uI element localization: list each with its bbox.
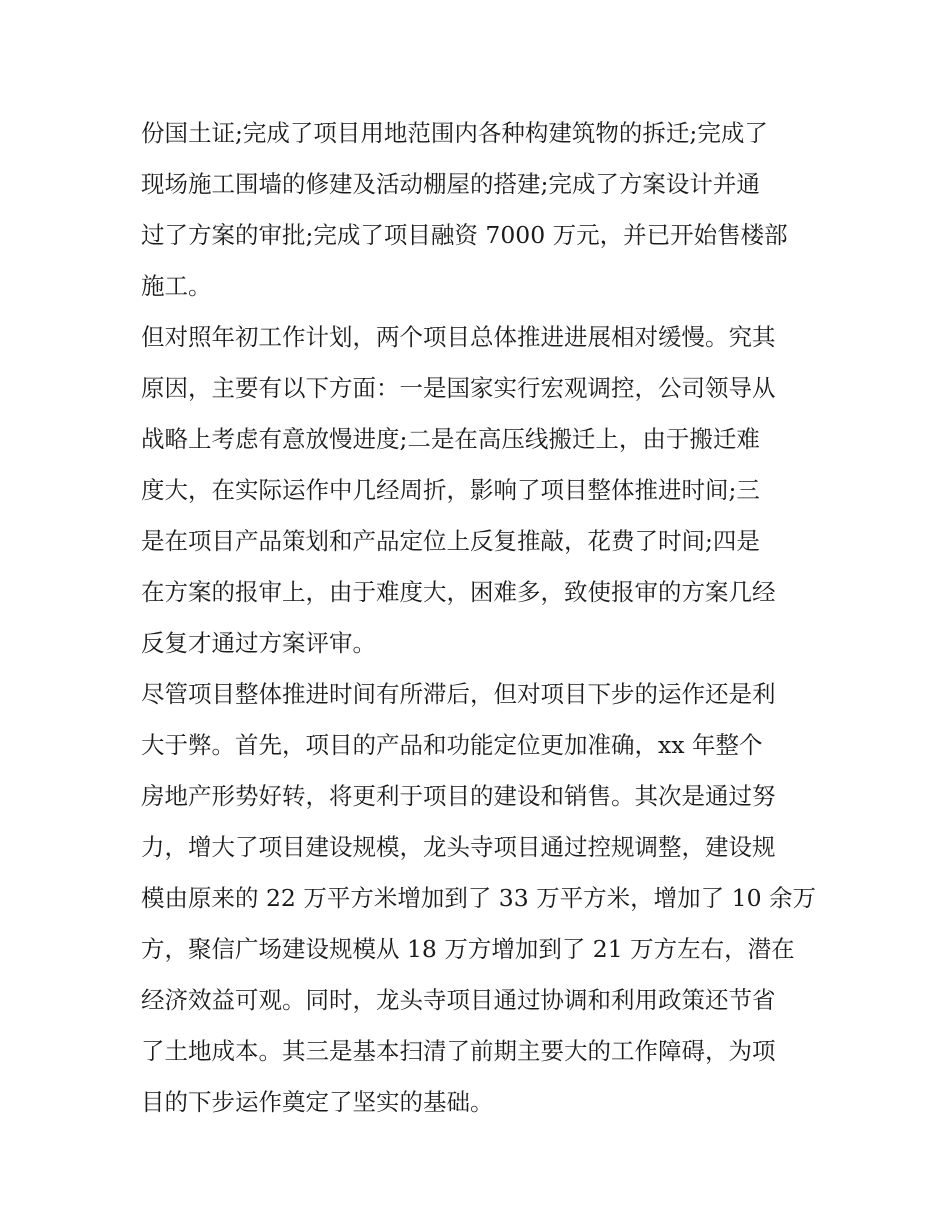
paragraph-line: 尽管项目整体推进时间有所滞后，但对项目下步的运作还是利: [141, 680, 776, 708]
paragraph-line: 度大，在实际运作中几经周折，影响了项目整体推进时间;三: [141, 476, 760, 504]
paragraph-line: 力，增大了项目建设规模，龙头寺项目通过控规调整，建设规: [141, 833, 776, 861]
paragraph-line: 是在项目产品策划和产品定位上反复推敲，花费了时间;四是: [141, 527, 760, 555]
paragraph-line: 但对照年初工作计划，两个项目总体推进进展相对缓慢。究其: [141, 323, 776, 351]
paragraph-line: 方，聚信广场建设规模从 18 万方增加到了 21 万方左右，潜在: [141, 935, 795, 963]
paragraph-line: 份国土证;完成了项目用地范围内各种构建筑物的拆迁;完成了: [141, 119, 768, 147]
document-body: [141, 108, 821, 1128]
paragraph-line: 原因，主要有以下方面：一是国家实行宏观调控，公司领导从: [141, 374, 776, 402]
paragraph-line: 施工。: [141, 272, 212, 300]
paragraph-line: 过了方案的审批;完成了项目融资 7000 万元，并已开始售楼部: [141, 221, 788, 249]
paragraph-1: [141, 108, 821, 312]
paragraph-line: 模由原来的 22 万平方米增加到了 33 万平方米，增加了 10 余万: [141, 884, 817, 912]
paragraph-line: 了土地成本。其三是基本扫清了前期主要大的工作障碍，为项: [141, 1037, 776, 1065]
paragraph-line: 目的下步运作奠定了坚实的基础。: [141, 1088, 494, 1116]
paragraph-line: 反复才通过方案评审。: [141, 629, 376, 657]
paragraph-2: [141, 312, 821, 669]
paragraph-line: 房地产形势好转，将更利于项目的建设和销售。其次是通过努: [141, 782, 776, 810]
paragraph-line: 在方案的报审上，由于难度大，困难多，致使报审的方案几经: [141, 578, 776, 606]
paragraph-line: 战略上考虑有意放慢进度;二是在高压线搬迁上，由于搬迁难: [141, 425, 760, 453]
paragraph-3: [141, 669, 821, 1128]
paragraph-line: 大于弊。首先，项目的产品和功能定位更加准确，xx 年整个: [141, 731, 763, 759]
paragraph-line: 经济效益可观。同时，龙头寺项目通过协调和利用政策还节省: [141, 986, 776, 1014]
paragraph-line: 现场施工围墙的修建及活动棚屋的搭建;完成了方案设计并通: [141, 170, 760, 198]
